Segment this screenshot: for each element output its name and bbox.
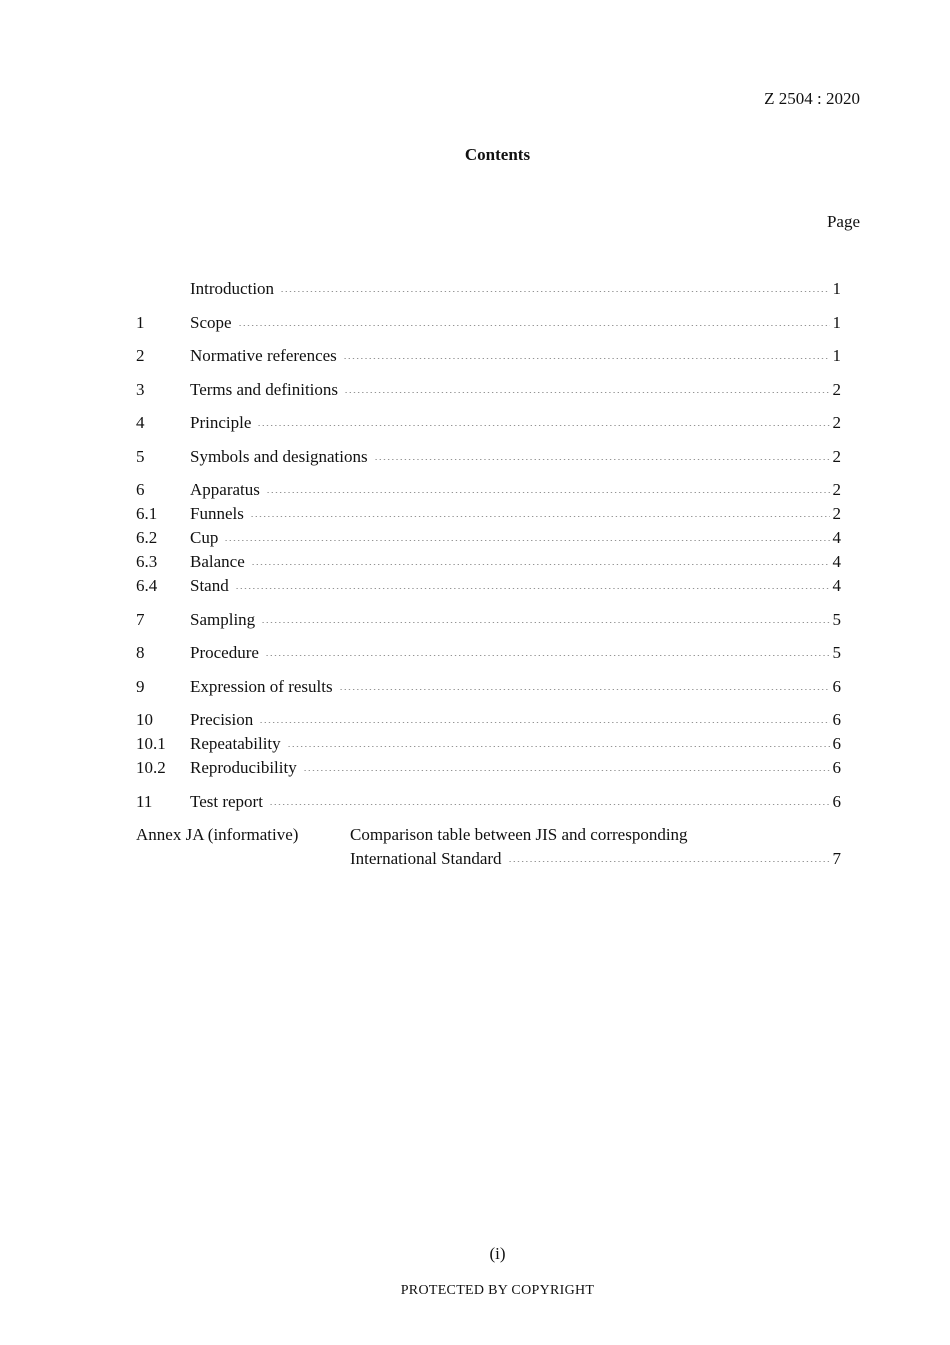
toc-entry-title: Terms and definitions <box>190 379 339 399</box>
toc-entry-number: 4 <box>136 413 145 432</box>
toc-entry[interactable] <box>136 756 841 780</box>
toc-entry-page-number: 6 <box>832 758 841 777</box>
toc-entry-number: 10.2 <box>136 758 166 777</box>
dot-leader <box>269 804 830 805</box>
toc-entry[interactable] <box>136 550 841 574</box>
toc-entry-title: Repeatability <box>190 734 281 753</box>
toc-entry-page-number: 1 <box>832 279 841 298</box>
toc-entry-title: Symbols and designations <box>190 446 368 466</box>
toc-entry[interactable] <box>136 411 841 435</box>
toc-entry-number: 5 <box>136 446 145 466</box>
toc-entry-page-number: 2 <box>832 480 841 499</box>
dot-leader <box>374 459 830 460</box>
toc-entry[interactable] <box>136 502 841 526</box>
toc-entry-page-number: 4 <box>832 552 841 571</box>
toc-entry-title: Precision <box>190 710 254 729</box>
toc-entry-number: 2 <box>136 346 145 365</box>
toc-entry[interactable] <box>136 790 841 814</box>
toc-entry-page-number: 1 <box>832 346 841 365</box>
toc-entry-number: 3 <box>136 379 145 399</box>
page-title: Contents <box>464 145 531 164</box>
toc-entry[interactable] <box>136 675 841 699</box>
toc-entry-page-number: 4 <box>832 576 841 595</box>
toc-entry-number: 6.2 <box>136 528 158 547</box>
toc-entry-title: Reproducibility <box>190 758 297 777</box>
toc-entry[interactable] <box>136 641 841 665</box>
toc-entry-title: Introduction <box>190 279 275 298</box>
toc-entry-title: Stand <box>190 576 229 595</box>
dot-leader <box>251 564 830 565</box>
toc-entry-title: Balance <box>190 552 245 571</box>
toc-entry-title: Sampling <box>190 609 256 629</box>
toc-entry[interactable] <box>136 608 841 632</box>
toc-entry[interactable] <box>136 445 841 469</box>
toc-entry-title: Apparatus <box>190 480 260 499</box>
toc-entry-page-number: 5 <box>832 609 841 629</box>
dot-leader <box>287 746 830 747</box>
toc-entry[interactable] <box>136 277 841 301</box>
toc-entry-title: Principle <box>190 413 252 432</box>
dot-leader <box>343 358 830 359</box>
toc-entry-number: 6 <box>136 480 145 499</box>
dot-leader <box>508 861 830 862</box>
toc-entry-page-number: 2 <box>832 413 841 432</box>
toc-entry-number: 1 <box>136 312 145 332</box>
toc-entry-number: 10 <box>136 710 153 729</box>
toc-entry-page-number: 4 <box>832 528 841 547</box>
toc-entry[interactable] <box>136 311 841 335</box>
dot-leader <box>257 425 829 426</box>
document-id: Z 2504 : 2020 <box>764 89 860 108</box>
annex-page-number: 7 <box>832 849 841 868</box>
dot-leader <box>238 325 830 326</box>
toc-entry-number: 11 <box>136 791 153 811</box>
toc-entry-title: Scope <box>190 312 232 332</box>
toc-entry-page-number: 1 <box>832 312 841 332</box>
toc-entry-page-number: 5 <box>832 643 841 662</box>
annex-title-line2: International Standard <box>350 849 502 868</box>
dot-leader <box>265 655 830 656</box>
dot-leader <box>235 588 830 589</box>
toc-entry-page-number: 2 <box>832 446 841 466</box>
toc-entry[interactable] <box>136 708 841 732</box>
dot-leader <box>250 516 830 517</box>
dot-leader <box>261 622 829 623</box>
toc-entry-page-number: 6 <box>832 791 841 811</box>
toc-entry-page-number: 6 <box>832 734 841 753</box>
dot-leader <box>266 492 830 493</box>
table-of-contents <box>136 277 841 871</box>
toc-entry-page-number: 6 <box>832 676 841 696</box>
footer-page-number: (i) <box>489 1244 506 1263</box>
toc-entry-number: 6.4 <box>136 576 158 595</box>
toc-entry[interactable] <box>136 378 841 402</box>
toc-entry-title: Procedure <box>190 643 259 662</box>
dot-leader <box>303 770 830 771</box>
toc-entry-page-number: 2 <box>832 504 841 523</box>
toc-entry-page-number: 6 <box>832 710 841 729</box>
toc-entry-page-number: 2 <box>832 379 841 399</box>
toc-annex-entry[interactable] <box>136 823 841 871</box>
toc-entry-number: 6.3 <box>136 552 158 571</box>
copyright-notice: PROTECTED BY COPYRIGHT <box>400 1283 595 1298</box>
toc-entry[interactable] <box>136 344 841 368</box>
toc-entry-title: Normative references <box>190 346 337 365</box>
toc-entry-number: 8 <box>136 643 145 662</box>
annex-label: Annex JA (informative) <box>136 825 299 844</box>
toc-entry-number: 9 <box>136 676 145 696</box>
dot-leader <box>339 689 830 690</box>
dot-leader <box>224 540 829 541</box>
dot-leader <box>280 291 829 292</box>
toc-entry-number: 10.1 <box>136 734 166 753</box>
toc-entry-title: Expression of results <box>190 676 333 696</box>
toc-entry-number: 6.1 <box>136 504 158 523</box>
dot-leader <box>344 392 829 393</box>
toc-entry[interactable] <box>136 732 841 756</box>
page-column-label: Page <box>826 212 860 231</box>
toc-entry-title: Cup <box>190 528 219 547</box>
toc-entry-title: Funnels <box>190 504 244 523</box>
toc-entry[interactable] <box>136 478 841 502</box>
toc-entry[interactable] <box>136 574 841 598</box>
dot-leader <box>259 722 829 723</box>
toc-entry-title: Test report <box>190 791 263 811</box>
annex-title-line1: Comparison table between JIS and corresponding <box>350 825 688 844</box>
toc-entry-number: 7 <box>136 609 145 629</box>
toc-entry[interactable] <box>136 526 841 550</box>
